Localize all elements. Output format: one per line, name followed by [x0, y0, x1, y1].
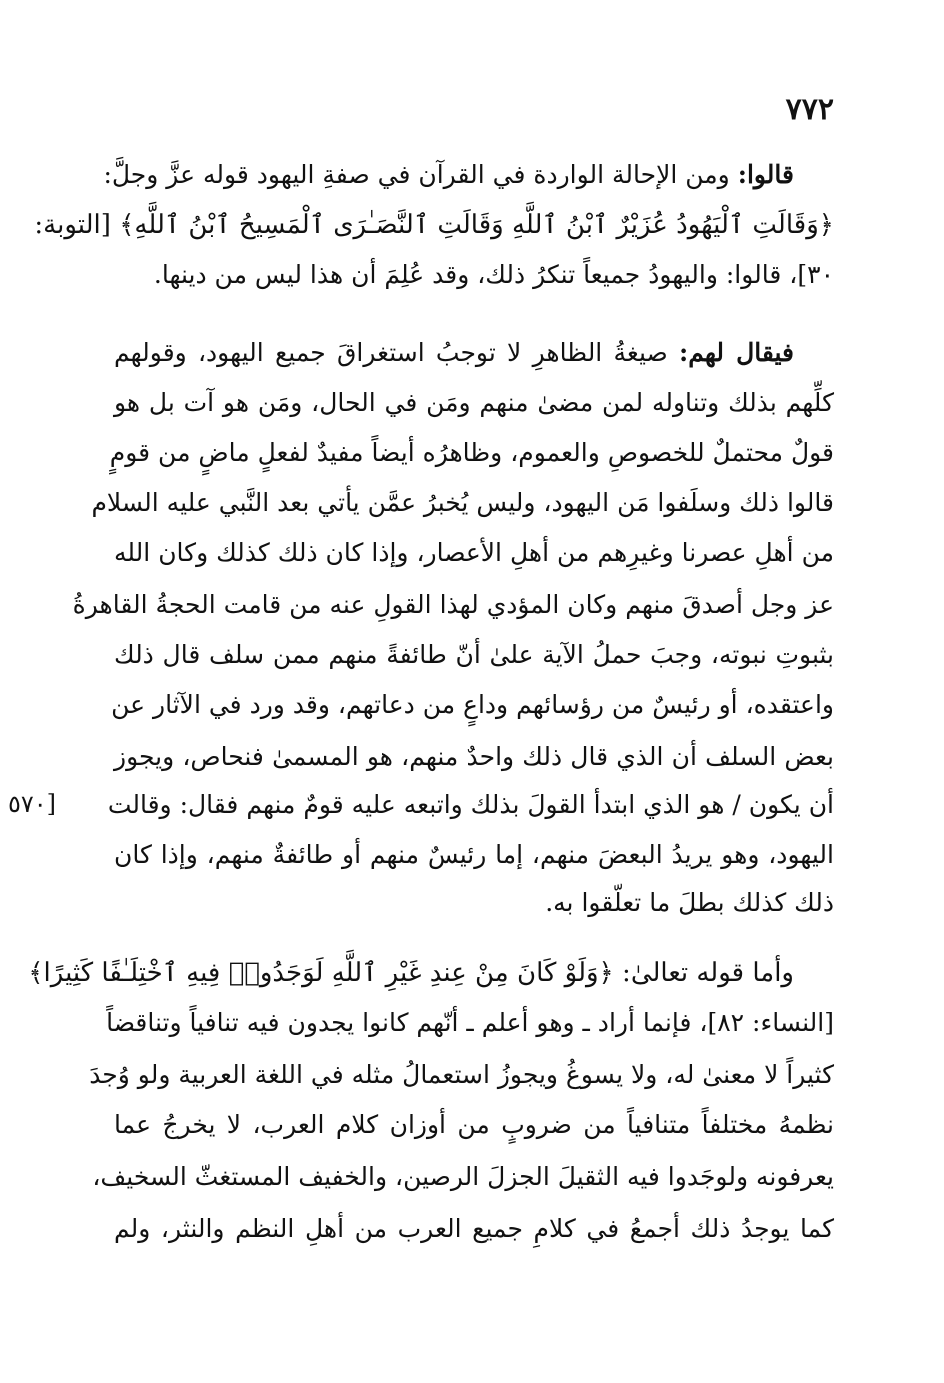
text-line: [النساء: ٨٢]، فإنما أراد ـ وهو أعلم ـ أنّهم كانوا يجدون فيه تنافياً وتناقضاً [106, 1008, 834, 1037]
page-number: ٧٧٢ [785, 92, 834, 127]
text-line: قالوا ذلك وسلَفوا مَن اليهود، وليس يُخبرُ عمَّن يأتي بعد النَّبي عليه السلام [91, 488, 834, 517]
text-line: كلِّهم بذلك وتناوله لمن مضىٰ منهم ومَن في الحال، ومَن هو آت بل هو [114, 388, 834, 417]
text-line: أن يكون / هو الذي ابتدأ القولَ بذلك واتبعه عليه قومٌ منهم فقال: وقالت [107, 790, 834, 819]
bold-lead: فيقال لهم: [679, 338, 794, 367]
text-line: يعرفونه ولوجَدوا فيه الثقيلَ الجزلَ الرصين، والخفيف المستغثّ السخيف، [92, 1162, 834, 1191]
text-line: واعتقده، أو رئيسٌ من رؤسائهم وداعٍ من دعاتهم، وقد ورد في الآثار عن [111, 690, 834, 719]
text-line: بثبوتِ نبوته، وجبَ حملُ الآية علىٰ أنّ طائفةً منهم ممن سلف قال ذلك [114, 640, 834, 669]
text-line: كما يوجدُ ذلك أجمعُ في كلامِ جميع العرب من أهلِ النظم والنثر، ولم [114, 1214, 834, 1243]
text-line: قولٌ محتملٌ للخصوصِ والعموم، وظاهرُه أيضاً مفيدٌ لفعلٍ ماضٍ من قومٍ [109, 438, 834, 467]
text-line: بعض السلف أن الذي قال ذلك واحدٌ منهم، هو المسمىٰ فنحاص، ويجوز [114, 742, 834, 771]
quran-verse-line: وأما قوله تعالىٰ: ﴿وَلَوْ كَانَ مِنْ عِندِ غَيْرِ ٱللَّهِ لَوَجَدُوا۟ فِيهِ ٱخْتِلَـٰفًا كَثِيرًا﴾ [28, 958, 794, 988]
text-line: اليهود، وهو يريدُ البعضَ منهم، إما رئيسٌ منهم أو طائفةٌ منهم، وإذا كان [114, 840, 834, 869]
text-line: من أهلِ عصرنا وغيرِهم من أهلِ الأعصار، وإذا كان ذلك كذلك وكان الله [114, 538, 834, 567]
line-rest: صيغةُ الظاهرِ لا توجبُ استغراقَ جميع اليهود، وقولهم [114, 338, 668, 367]
margin-folio-reference: [٥٧٠ [8, 790, 57, 818]
text-line: ٣٠]، قالوا: واليهودُ جميعاً تنكرُ ذلك، وقد عُلِمَ أن هذا ليس من دينها. [153, 260, 834, 289]
bold-lead: قالوا: [737, 160, 794, 189]
text-line: نظمهُ مختلفاً متنافياً من ضروبٍ من أوزان كلام العرب، لا يخرجُ عما [114, 1110, 834, 1139]
text-line: ذلك كذلك بطلَ ما تعلّقوا به. [545, 888, 834, 917]
text-line: كثيراً لا معنىٰ له، ولا يسوغُ ويجوزُ استعمالُ مثله في اللغة العربية ولو وُجدَ [89, 1060, 834, 1089]
text-line: عز وجل أصدقَ منهم وكان المؤدي لهذا القولِ عنه من قامت الحجةُ القاهرةُ [72, 590, 834, 619]
text-line [103, 160, 834, 190]
quran-verse-line: ﴿وَقَالَتِ ٱلْيَهُودُ عُزَيْرٌ ٱبْنُ ٱللَّهِ وَقَالَتِ ٱلنَّصَـٰرَى ٱلْمَسِيحُ ٱبْنُ ٱللَّهِ﴾ [التوبة: [34, 210, 834, 240]
text-line [114, 338, 834, 368]
line-rest: ومن الإحالة الواردة في القرآن في صفةِ اليهود قوله عزَّ وجلَّ: [103, 160, 730, 189]
